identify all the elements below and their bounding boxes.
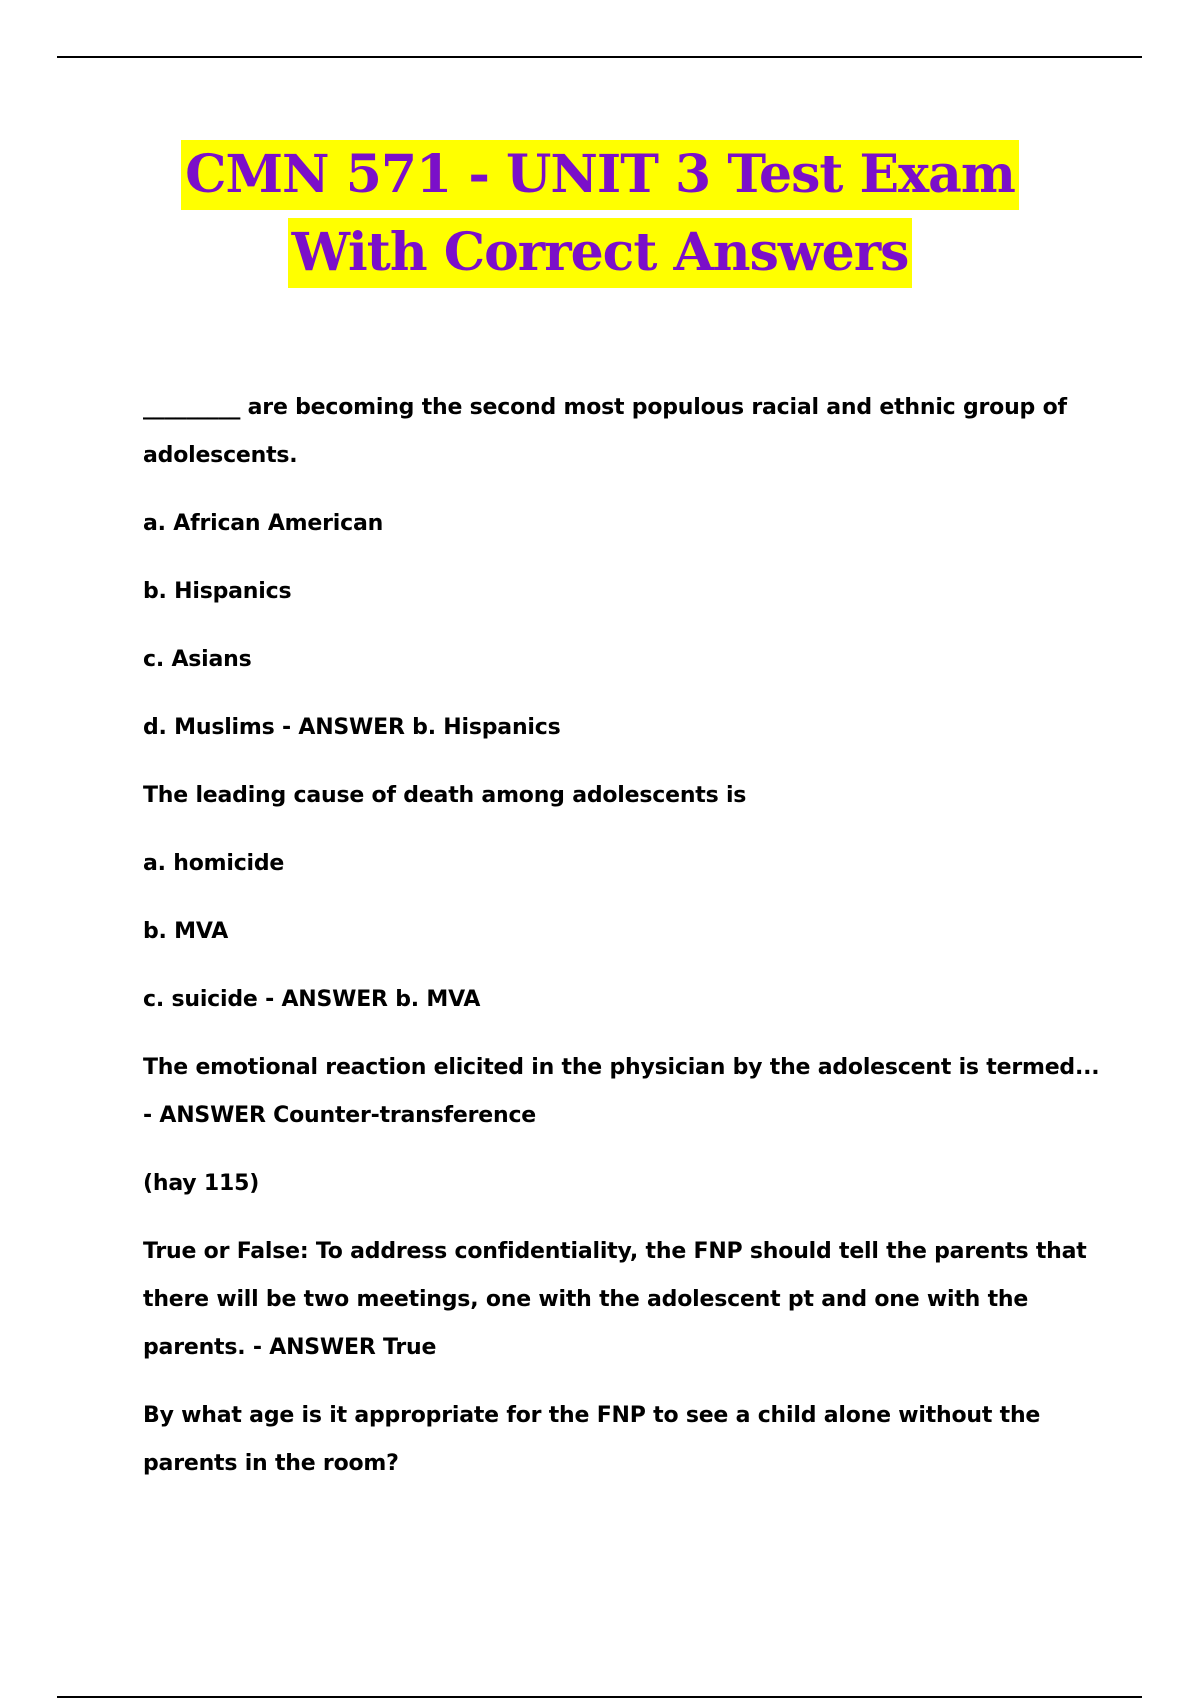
question-4-answer: True or False: To address confidentiality, the FNP should tell the parents that there will be two meetings, one with the adolescent pt and one with the parents. - ANSWER True — [143, 1239, 1087, 1360]
question-2-option-b: b. MVA — [143, 919, 229, 944]
question-2-option-a: a. homicide — [143, 851, 285, 876]
question-3-answer: The emotional reaction elicited in the physician by the adolescent is termed... - ANSWER Counter-transference — [143, 1055, 1100, 1128]
question-2: The leading cause of death among adolescents is — [143, 783, 747, 808]
question-1-option-a: a. African American — [143, 511, 384, 536]
question-1: _________ are becoming the second most populous racial and ethnic group of adolescents. — [143, 395, 1067, 468]
bottom-rule — [57, 1696, 1142, 1698]
reference-note: (hay 115) — [143, 1171, 260, 1196]
question-2-option-c-answer: c. suicide - ANSWER b. MVA — [143, 987, 481, 1012]
title-line-1: CMN 571 - UNIT 3 Test Exam — [181, 140, 1019, 210]
title-line-2: With Correct Answers — [288, 218, 913, 288]
document-title — [0, 140, 1200, 288]
document-body — [143, 384, 1103, 1508]
question-1-option-c: c. Asians — [143, 647, 252, 672]
question-1-option-b: b. Hispanics — [143, 579, 292, 604]
top-rule — [57, 56, 1142, 58]
question-5: By what age is it appropriate for the FNP to see a child alone without the parents in the room? — [143, 1403, 1041, 1476]
question-1-option-d-answer: d. Muslims - ANSWER b. Hispanics — [143, 715, 561, 740]
